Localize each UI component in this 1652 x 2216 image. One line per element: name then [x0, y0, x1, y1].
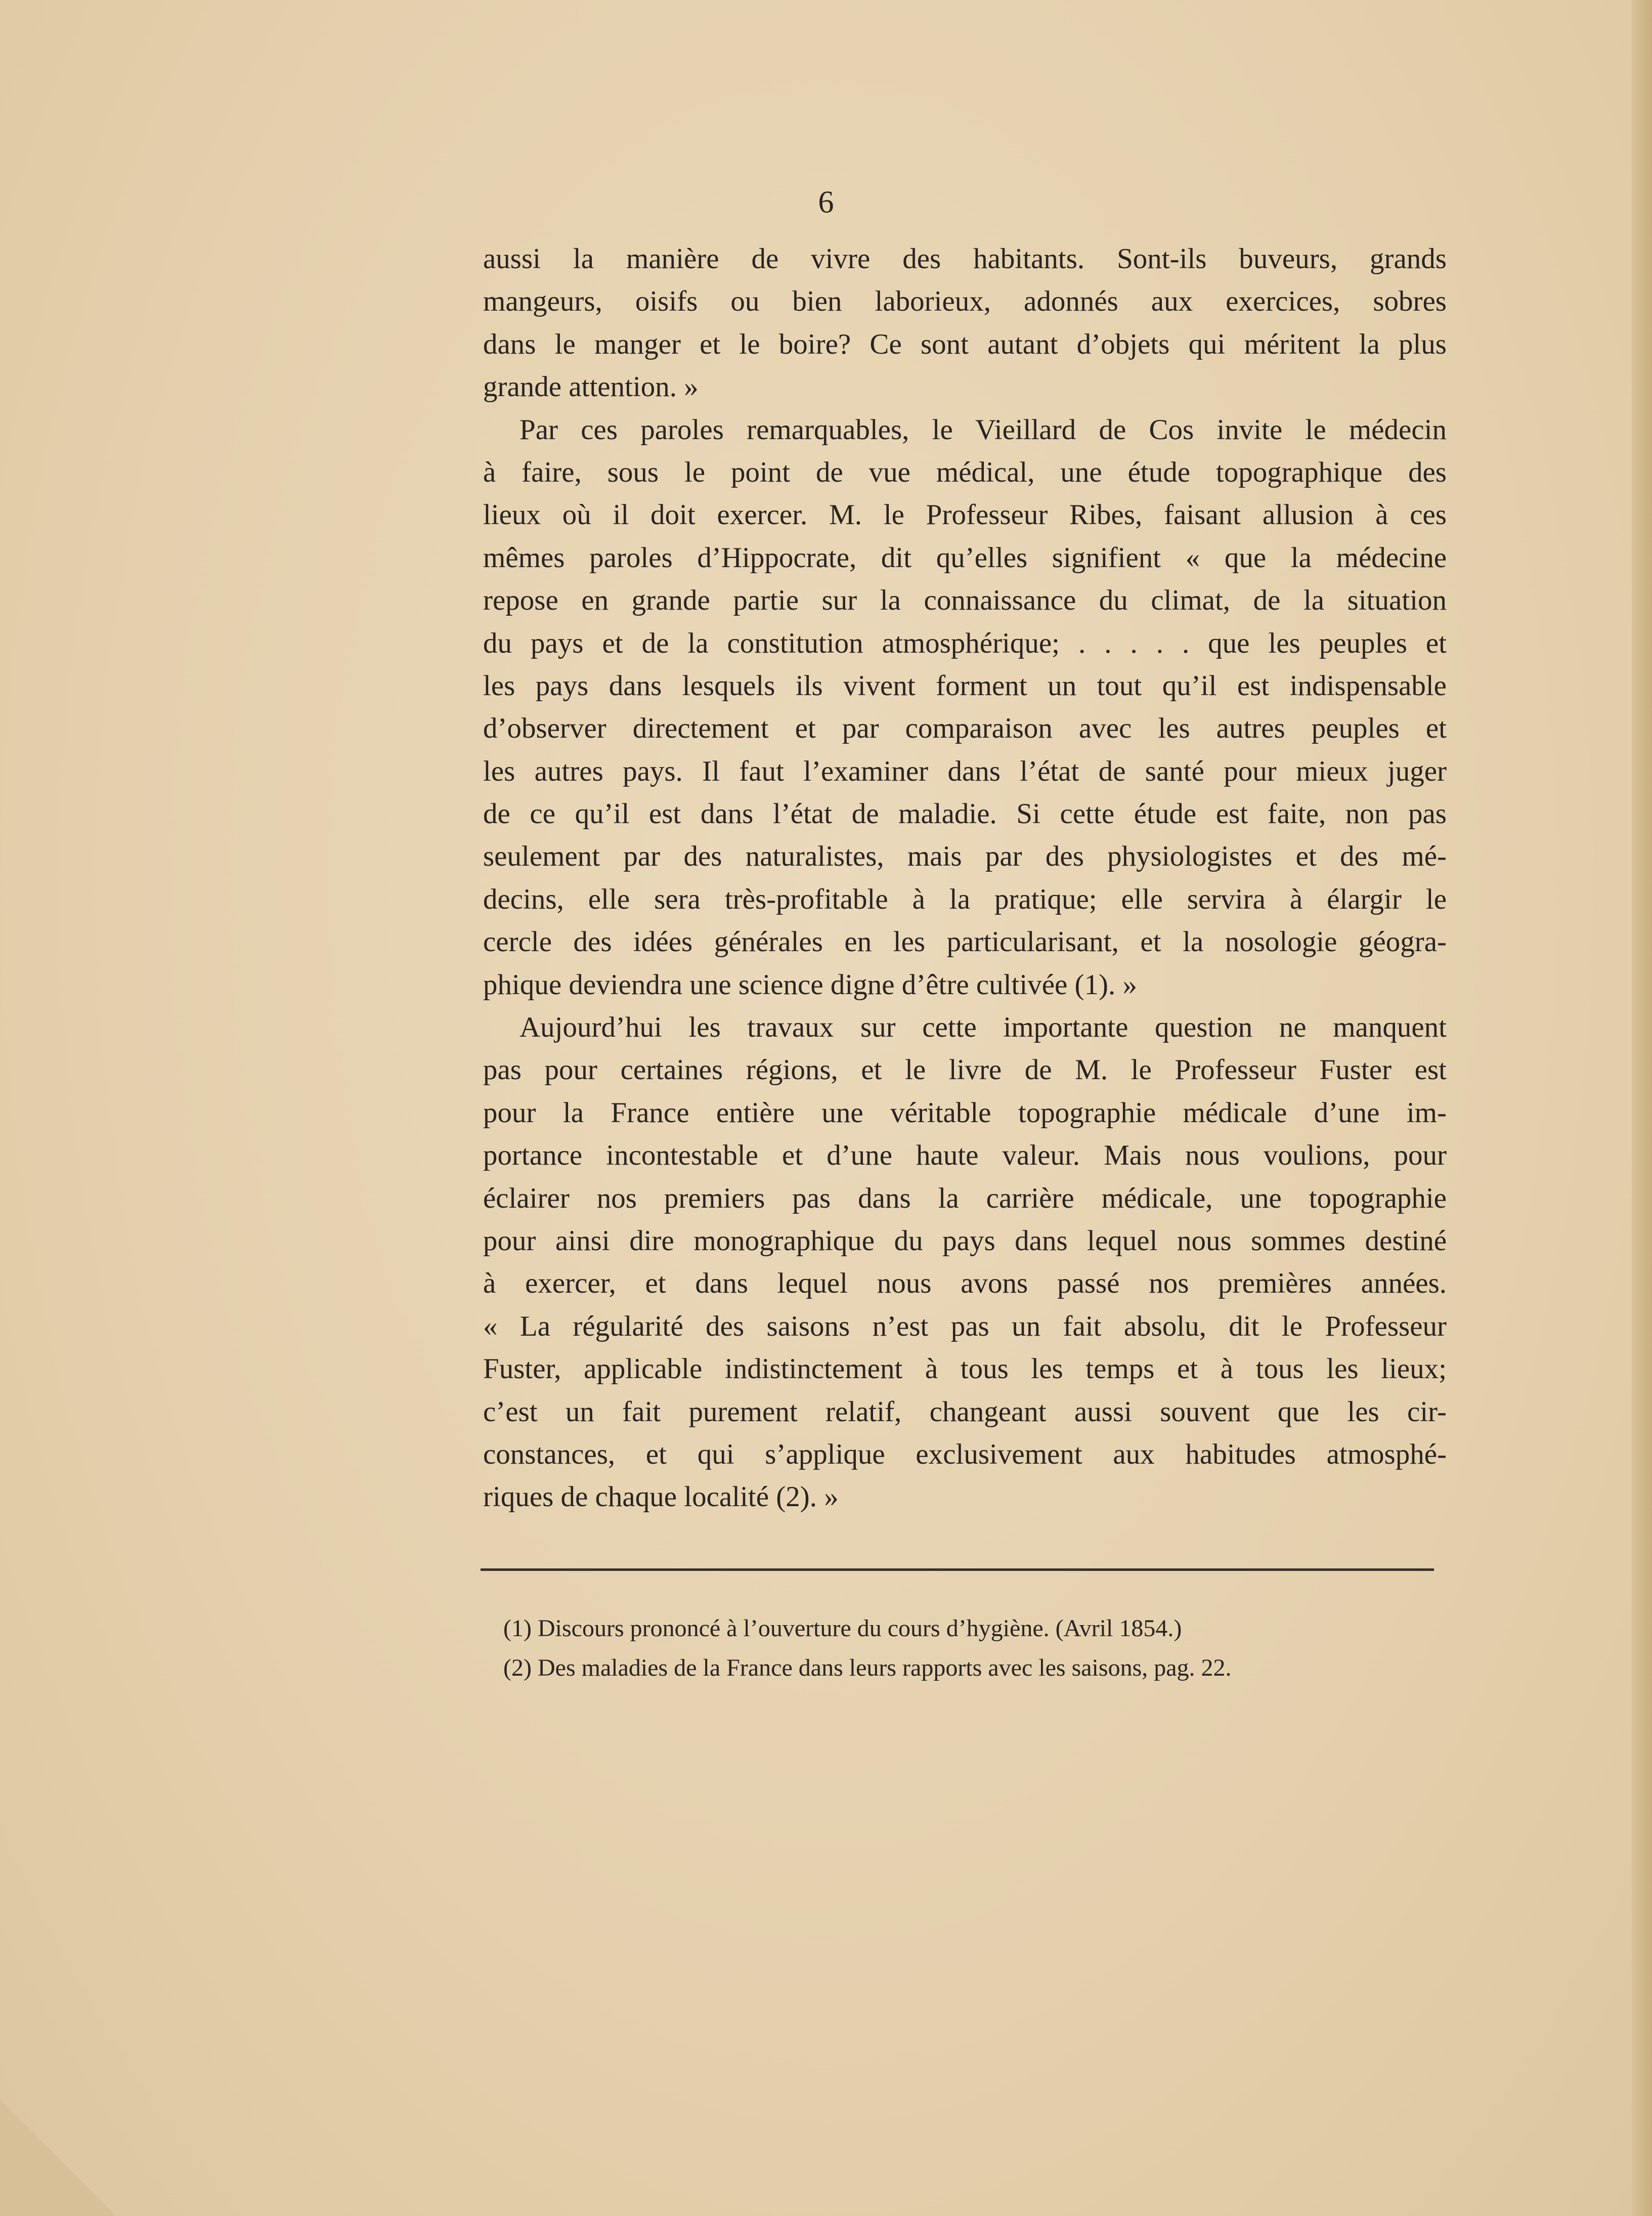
body-text [483, 238, 1447, 1519]
text-line: à exercer, et dans lequel nous avons passé nos premières années. [483, 1267, 1447, 1300]
text-line: pour la France entière une véritable topographie médicale d’une im- [483, 1096, 1447, 1129]
text-line: aussi la manière de vivre des habitants. Sont-ils buveurs, grands [483, 243, 1447, 275]
footnote-divider [481, 1568, 1434, 1571]
text-line: « La régularité des saisons n’est pas un fait absolu, dit le Professeur [483, 1310, 1447, 1342]
text-line: decins, elle sera très-profitable à la pratique; elle servira à élargir le [483, 883, 1447, 915]
text-line: pour ainsi dire monographique du pays dans lequel nous sommes destiné [483, 1224, 1447, 1257]
text-line: du pays et de la constitution atmosphérique; . . . . . que les peuples et [483, 627, 1447, 659]
text-line: Fuster, applicable indistinctement à tous les temps et à tous les lieux; [483, 1353, 1447, 1385]
text-line: mêmes paroles d’Hippocrate, dit qu’elles signifient « que la médecine [483, 541, 1447, 574]
footnote-2: (2) Des maladies de la France dans leurs rapports avec les saisons, pag. 22. [503, 1654, 1232, 1681]
text-line: cercle des idées générales en les particularisant, et la nosologie géogra- [483, 926, 1447, 958]
text-line: éclairer nos premiers pas dans la carrière médicale, une topographie [483, 1182, 1447, 1214]
text-line: dans le manger et le boire? Ce sont autant d’objets qui méritent la plus [483, 328, 1447, 360]
text-line: d’observer directement et par comparaison avec les autres peuples et [483, 712, 1447, 745]
text-line: riques de chaque localité (2). » [483, 1481, 839, 1513]
text-line: grande attention. » [483, 371, 699, 403]
text-line: à faire, sous le point de vue médical, une étude topographique des [483, 456, 1447, 488]
text-line: repose en grande partie sur la connaissance du climat, de la situation [483, 584, 1447, 617]
text-line: portance incontestable et d’une haute valeur. Mais nous voulions, pour [483, 1139, 1447, 1172]
text-line: de ce qu’il est dans l’état de maladie. Si cette étude est faite, non pas [483, 798, 1447, 830]
page-edge [1632, 0, 1652, 2216]
text-line: constances, et qui s’applique exclusivement aux habitudes atmosphé- [483, 1438, 1447, 1470]
text-line: lieux où il doit exercer. M. le Professeur Ribes, faisant allusion à ces [483, 499, 1447, 531]
text-line: Aujourd’hui les travaux sur cette importante question ne manquent [519, 1011, 1447, 1044]
page-number: 6 [818, 185, 834, 220]
text-line: mangeurs, oisifs ou bien laborieux, adonnés aux exercices, sobres [483, 285, 1447, 318]
text-line: les pays dans lesquels ils vivent forment un tout qu’il est indispensable [483, 669, 1447, 702]
text-line: Par ces paroles remarquables, le Vieillard de Cos invite le médecin [519, 413, 1447, 446]
text-line: les autres pays. Il faut l’examiner dans l’état de santé pour mieux juger [483, 755, 1447, 787]
text-line: seulement par des naturalistes, mais par des physiologistes et des mé- [483, 840, 1447, 873]
page-corner-fold [0, 2100, 116, 2216]
footnotes [503, 1609, 1444, 1688]
text-line: pas pour certaines régions, et le livre de M. le Professeur Fuster est [483, 1054, 1447, 1086]
text-line: phique deviendra une science digne d’être cultivée (1). » [483, 968, 1138, 1001]
footnote-1: (1) Discours prononcé à l’ouverture du cours d’hygiène. (Avril 1854.) [503, 1615, 1182, 1642]
text-line: c’est un fait purement relatif, changeant aussi souvent que les cir- [483, 1395, 1447, 1428]
